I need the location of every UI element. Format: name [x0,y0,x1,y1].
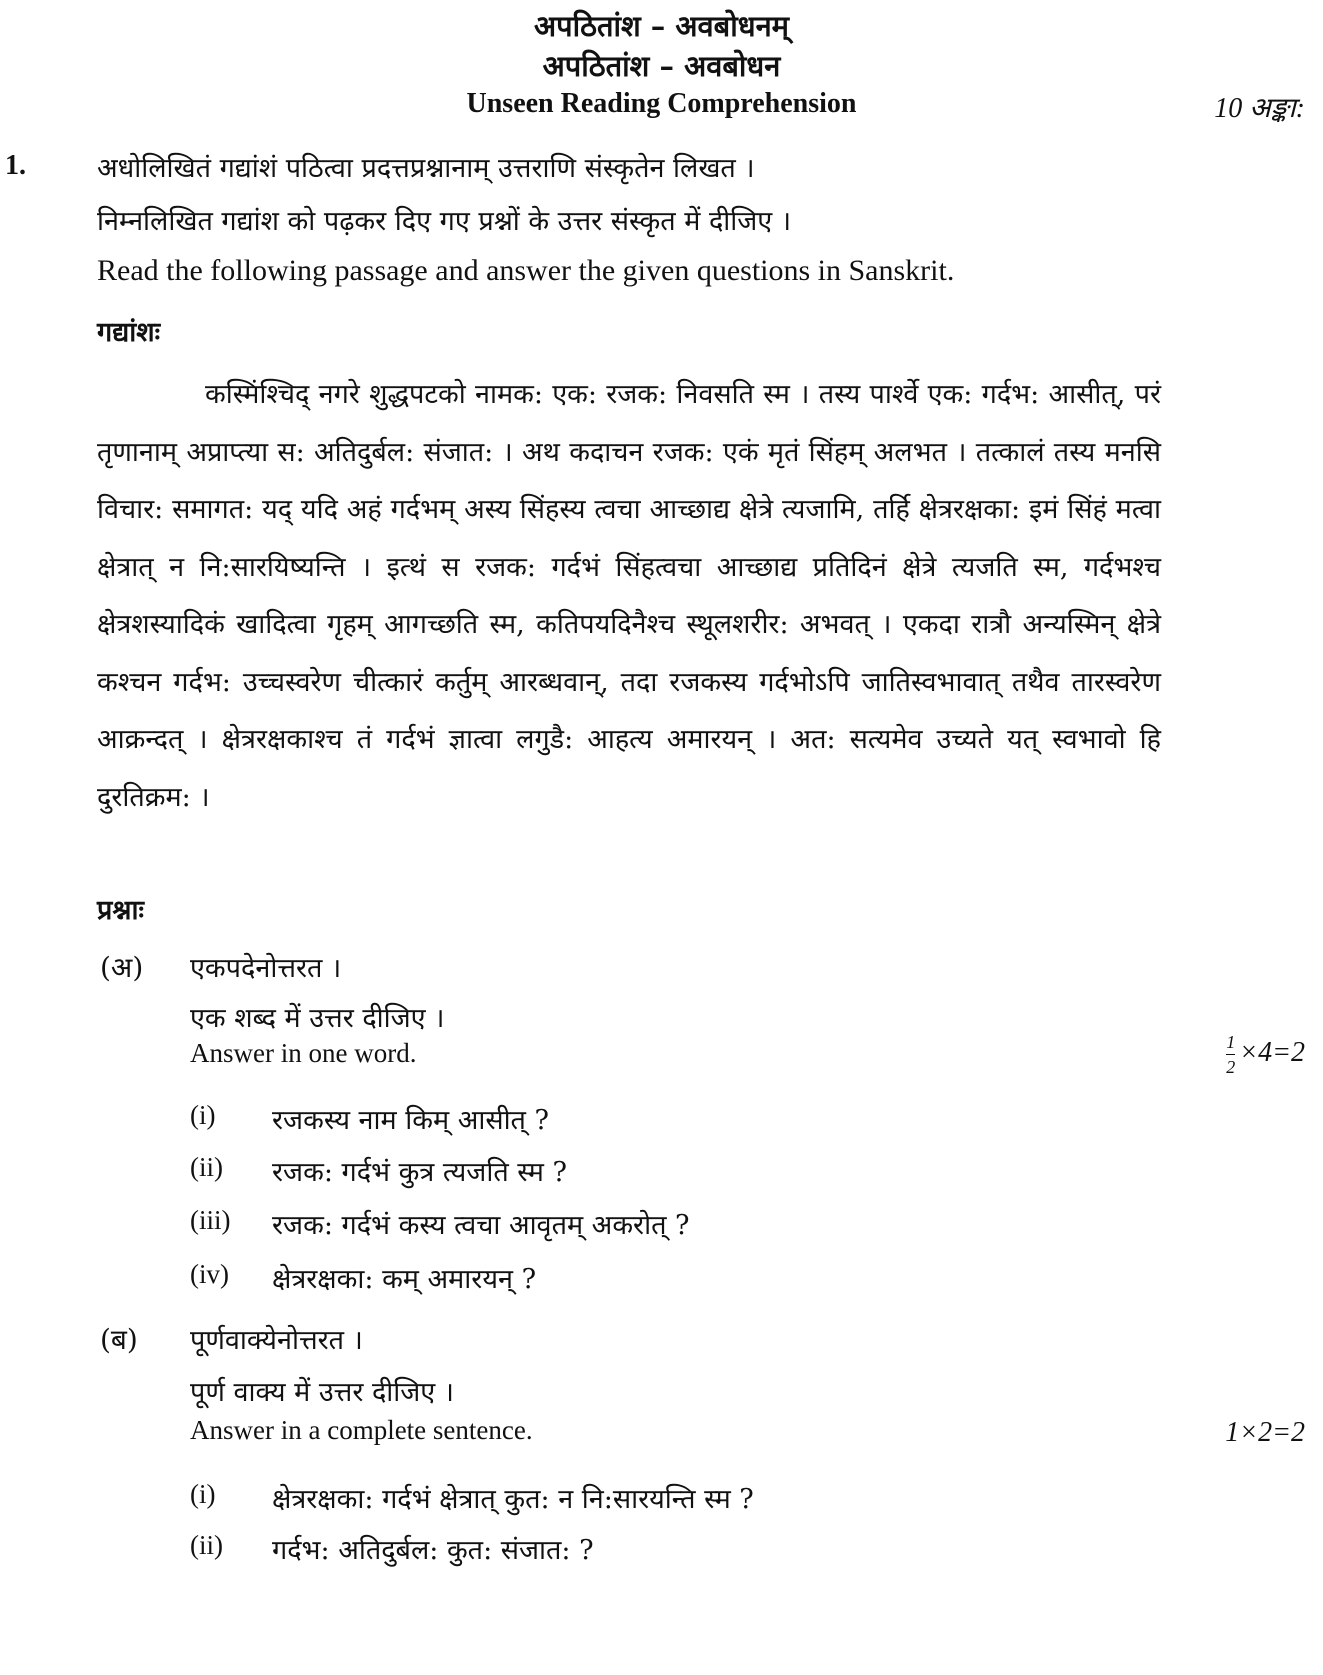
part-a-marks [1226,1030,1305,1079]
questions-heading: प्रश्नाः [97,895,144,926]
marks-multiplier: ×4=2 [1239,1036,1305,1068]
passage: कस्मिंश्चिद् नगरे शुद्धपटको नामक: एक: रजक: निवसति स्म । तस्य पार्श्वे एक: गर्दभ: आसीत्, परं तृणानाम् अप्राप्त्या स: अतिदुर्बल: संजात: । अथ कदाचन रजक: एकं मृतं सिंहम् अलभत । तत्कालं तस्य मनसि विचार: समागत: यद् यदि अहं गर्दभम् अस्य सिंहस्य त्वचा आच्छाद्य क्षेत्रे त्यजामि, तर्हि क्षेत्ररक्षका: इमं सिंहं मत्वा क्षेत्रात् न नि:सारयिष्यन्ति । इत्थं स रजक: गर्दभं सिंहत्वचा आच्छाद्य प्रतिदिनं क्षेत्रे त्यजति स्म, गर्दभश्च क्षेत्रशस्यादिकं खादित्वा गृहम् आगच्छति स्म, कतिपयदिनैश्च स्थूलशरीर: अभवत् । एकदा रात्रौ अन्यस्मिन् क्षेत्रे कश्चन गर्दभ: उच्चस्वरेण चीत्कारं कर्तुम् आरब्धवान्, तदा रजकस्य गर्दभोऽपि जातिस्वभावात् तथैव तारस्वरेण आक्रन्दत् । क्षेत्ररक्षकाश्च तं गर्दभं ज्ञात्वा लगुडै: आहत्य अमारयन् । अत: सत्यमेव उच्यते यत् स्वभावो हि दुरतिक्रम: । [97,379,1161,813]
item-number: (i) [190,1479,216,1509]
question-item: रजकस्य नाम किम् आसीत् ? [272,1105,550,1136]
part-b-instruction-hindi: पूर्ण वाक्य में उत्तर दीजिए । [190,1377,455,1408]
fraction-numerator: 1 [1226,1030,1235,1055]
part-a-instruction-hindi: एक शब्द में उत्तर दीजिए । [190,1003,445,1034]
part-a-instruction-sanskrit: एकपदेनोत्तरत । [190,953,342,984]
fraction-denominator: 2 [1226,1057,1236,1077]
question-item: रजक: गर्दभं कुत्र त्यजति स्म ? [272,1157,568,1188]
title-english: Unseen Reading Comprehension [466,88,857,119]
part-b-instruction-english: Answer in a complete sentence. [190,1415,533,1445]
item-number: (ii) [190,1530,223,1560]
item-number: (iv) [190,1259,229,1289]
part-b-label: (ब) [100,1323,138,1356]
title-sanskrit: अपठितांश – अवबोधनम् [533,9,790,43]
part-b-instruction-sanskrit: पूर्णवाक्येनोत्तरत । [190,1325,363,1356]
passage-heading: गद्यांशः [97,317,161,348]
question-number: 1. [5,150,26,181]
instruction-english: Read the following passage and answer the given questions in Sanskrit. [97,254,955,287]
item-number: (i) [190,1100,216,1130]
part-b-marks: 1×2=2 [1225,1417,1305,1448]
question-item: क्षेत्ररक्षका: कम् अमारयन् ? [272,1264,537,1295]
question-item: रजक: गर्दभं कस्य त्वचा आवृतम् अकरोत् ? [272,1210,690,1241]
total-marks: 10 अङ्का: [1214,93,1305,124]
title-hindi: अपठितांश – अवबोधन [542,49,781,83]
item-number: (iii) [190,1205,231,1235]
question-item: क्षेत्ररक्षका: गर्दभं क्षेत्रात् कुत: न नि:सारयन्ति स्म ? [272,1484,754,1515]
part-a-instruction-english: Answer in one word. [190,1038,417,1068]
instruction-sanskrit: अधोलिखितं गद्यांशं पठित्वा प्रदत्तप्रश्नानाम् उत्तराणि संस्कृतेन लिखत । [97,153,755,184]
instruction-hindi: निम्नलिखित गद्यांश को पढ़कर दिए गए प्रश्नों के उत्तर संस्कृत में दीजिए । [97,206,792,237]
item-number: (ii) [190,1152,223,1182]
part-a-label: (अ) [100,951,144,984]
question-item: गर्दभ: अतिदुर्बल: कुत: संजात: ? [272,1535,594,1566]
